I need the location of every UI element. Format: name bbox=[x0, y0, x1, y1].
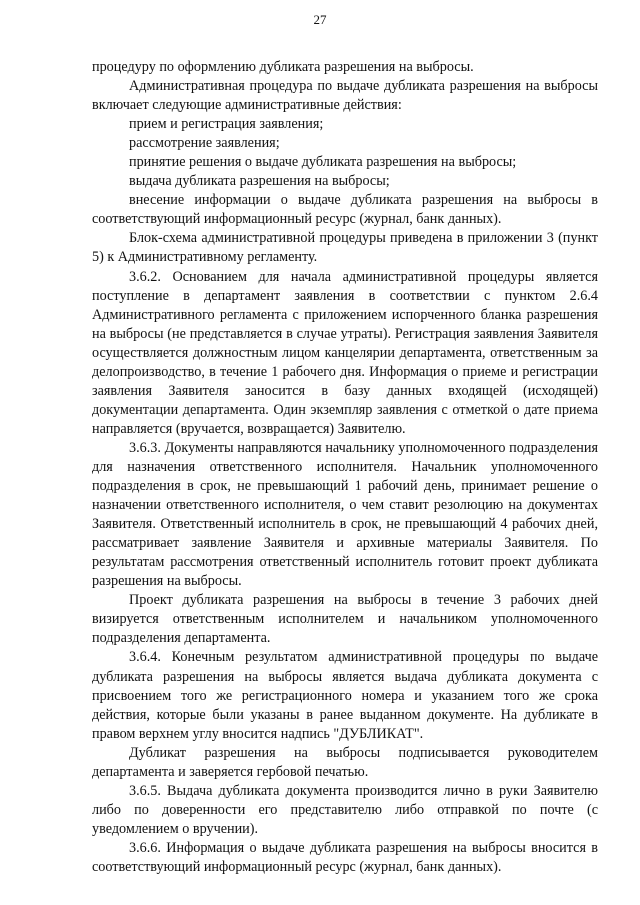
paragraph-procedure-actions-intro: Административная процедура по выдаче дубликата разрешения на выбросы включает следующие административные действия: bbox=[92, 78, 598, 114]
paragraph-3-6-6: 3.6.6. Информация о выдаче дубликата разрешения на выбросы вносится в соответствующий информационный ресурс (журнал, банк данных). bbox=[92, 839, 598, 875]
document-body bbox=[92, 58, 598, 877]
list-item-receipt-registration: прием и регистрация заявления; bbox=[129, 116, 324, 133]
list-item-information-entry: внесение информации о выдаче дубликата разрешения на выбросы в соответствующий информационный ресурс (журнал, банк данных). bbox=[92, 192, 598, 228]
paragraph-duplicate-signing: Дубликат разрешения на выбросы подписывается руководителем департамента и заверяется гербовой печатью. bbox=[92, 744, 598, 780]
paragraph-continuation: процедуру по оформлению дубликата разрешения на выбросы. bbox=[92, 59, 474, 75]
list-item-review: рассмотрение заявления; bbox=[129, 135, 280, 152]
paragraph-3-6-5: 3.6.5. Выдача дубликата документа производится лично в руки Заявителю либо по доверенности его представителю либо отправкой по почте (с уведомлением о вручении). bbox=[92, 782, 598, 837]
page-number: 27 bbox=[313, 12, 327, 27]
list-item-issuance: выдача дубликата разрешения на выбросы; bbox=[129, 173, 390, 190]
paragraph-3-6-4: 3.6.4. Конечным результатом административной процедуры по выдаче дубликата разрешения на выбросы является выдача дубликата документа с присвоением того же регистрационного номера и указанием того же срока действия, которые были указаны в ранее выданном документе. На дубликате в правом верхнем углу вносится надпись "ДУБЛИКАТ". bbox=[92, 649, 598, 742]
paragraph-3-6-3: 3.6.3. Документы направляются начальнику уполномоченного подразделения для назначения ответственного исполнителя. Начальник уполномоченного подразделения в срок, не превышающий 1 рабочий день, принимает решение о назначении ответственного исполнителя, о чем ставит резолюцию на документах Заявителя. Ответственный исполнитель в срок, не превышающий 4 рабочих дней, рассматривает заявление Заявителя и архивные материалы Заявителя. По результатам рассмотрения ответственный исполнитель готовит проект дубликата разрешения на выбросы. bbox=[92, 439, 598, 590]
list-item-decision: принятие решения о выдаче дубликата разрешения на выбросы; bbox=[129, 154, 517, 171]
paragraph-flowchart-reference: Блок-схема административной процедуры приведена в приложении 3 (пункт 5) к Административному регламенту. bbox=[92, 230, 598, 266]
paragraph-3-6-2: 3.6.2. Основанием для начала административной процедуры является поступление в департамент заявления в соответствии с пунктом 2.6.4 Административного регламента с приложением испорченного бланка разрешения на выбросы (не представляется в случае утраты). Регистрация заявления Заявителя осуществляется должностным лицом канцелярии департамента, ответственным за делопроизводство, в течение 1 рабочего дня. Информация о приеме и регистрации заявления Заявителя заносится в базу данных входящей (исходящей) документации департамента. Один экземпляр заявления с отметкой о дате приема направляется (вручается, возвращается) Заявителю. bbox=[92, 268, 598, 437]
paragraph-draft-duplicate: Проект дубликата разрешения на выбросы в течение 3 рабочих дней визируется ответственным исполнителем и начальником уполномоченного подразделения департамента. bbox=[92, 592, 598, 647]
